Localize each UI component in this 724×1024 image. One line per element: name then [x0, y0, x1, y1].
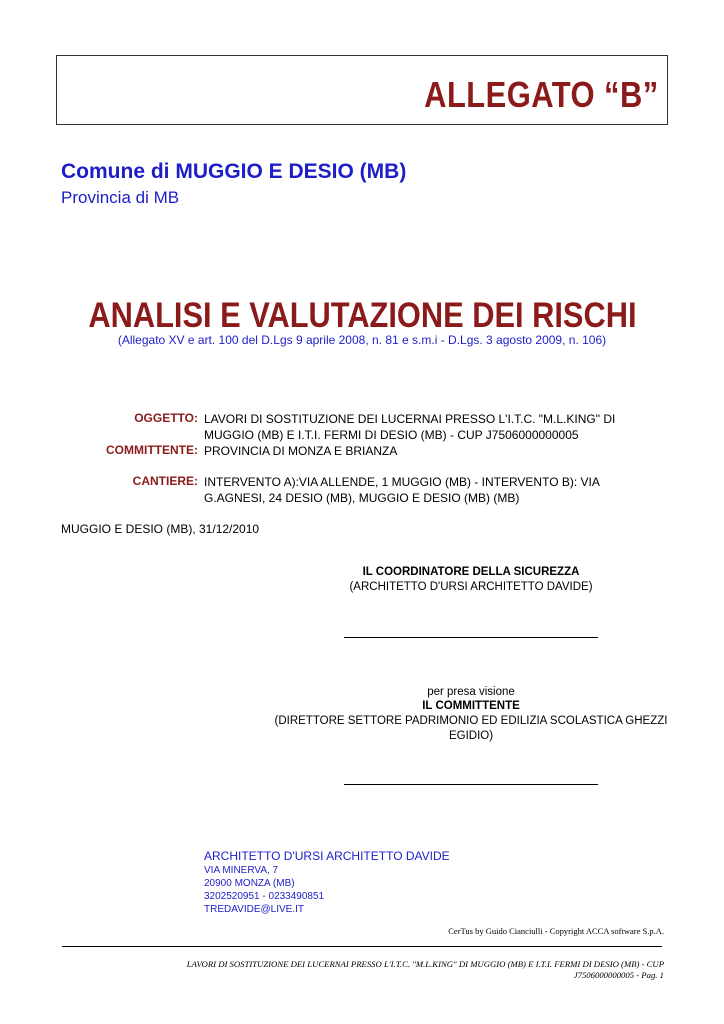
comune-name: Comune di MUGGIO E DESIO (MB) — [61, 160, 407, 183]
page-footer — [44, 959, 664, 981]
cantiere-label: CANTIERE: — [132, 474, 198, 488]
architect-email: TREDAVIDE@LIVE.IT — [204, 904, 304, 915]
committente-label: COMMITTENTE: — [106, 443, 198, 457]
committente-signature-line — [344, 784, 598, 785]
committente-value: PROVINCIA DI MONZA E BRIANZA — [204, 444, 398, 458]
certus-credit: CerTus by Guido Cianciulli - Copyright ACCA software S.p.A. — [448, 926, 664, 936]
allegato-box — [56, 55, 668, 125]
footer-line-2: J7506000000005 - Pag. 1 — [573, 970, 664, 980]
provincia-name: Provincia di MB — [61, 188, 180, 207]
architect-address: VIA MINERVA, 7 — [204, 865, 279, 876]
architect-phone: 3202520951 - 0233490851 — [204, 891, 325, 902]
committente-sign-name: (DIRETTORE SETTORE PADRIMONIO ED EDILIZIA SCOLASTICA GHEZZI EGIDIO) — [274, 715, 668, 742]
committente-sign-title: IL COMMITTENTE — [422, 700, 520, 712]
document-title-text: ANALISI E VALUTAZIONE DEI RISCHI — [87, 296, 637, 335]
document-title — [0, 296, 724, 336]
coordinatore-name: (ARCHITETTO D'URSI ARCHITETTO DAVIDE) — [349, 581, 593, 593]
coordinatore-title: IL COORDINATORE DELLA SICUREZZA — [362, 566, 580, 578]
footer-line-1: LAVORI DI SOSTITUZIONE DEI LUCERNAI PRESSO L'I.T.C. "M.L.KING" DI MUGGIO (MB) E I.T.I. FERMI DI DESIO (MB) - CUP — [186, 959, 664, 969]
architect-city: 20900 MONZA (MB) — [204, 878, 295, 889]
oggetto-value: LAVORI DI SOSTITUZIONE DEI LUCERNAI PRESSO L'I.T.C. "M.L.KING" DI MUGGIO (MB) E I.T.I. FERMI DI DESIO (MB) - CUP J7506000000005 — [204, 412, 616, 442]
cantiere-value: INTERVENTO A):VIA ALLENDE, 1 MUGGIO (MB) - INTERVENTO B): VIA G.AGNESI, 24 DESIO (MB), MUGGIO E DESIO (MB) (MB) — [204, 475, 600, 505]
place-date: MUGGIO E DESIO (MB), 31/12/2010 — [61, 522, 260, 536]
allegato-title: ALLEGATO “B” — [424, 74, 659, 115]
committente-intro: per presa visione — [427, 686, 515, 698]
footer-rule — [62, 946, 662, 947]
document-subtitle: (Allegato XV e art. 100 del D.Lgs 9 aprile 2008, n. 81 e s.m.i - D.Lgs. 3 agosto 2009, n. 106) — [117, 333, 607, 347]
coordinatore-signature-line — [344, 637, 598, 638]
oggetto-label: OGGETTO: — [134, 411, 198, 425]
architect-name: ARCHITETTO D'URSI ARCHITETTO DAVIDE — [204, 849, 450, 863]
